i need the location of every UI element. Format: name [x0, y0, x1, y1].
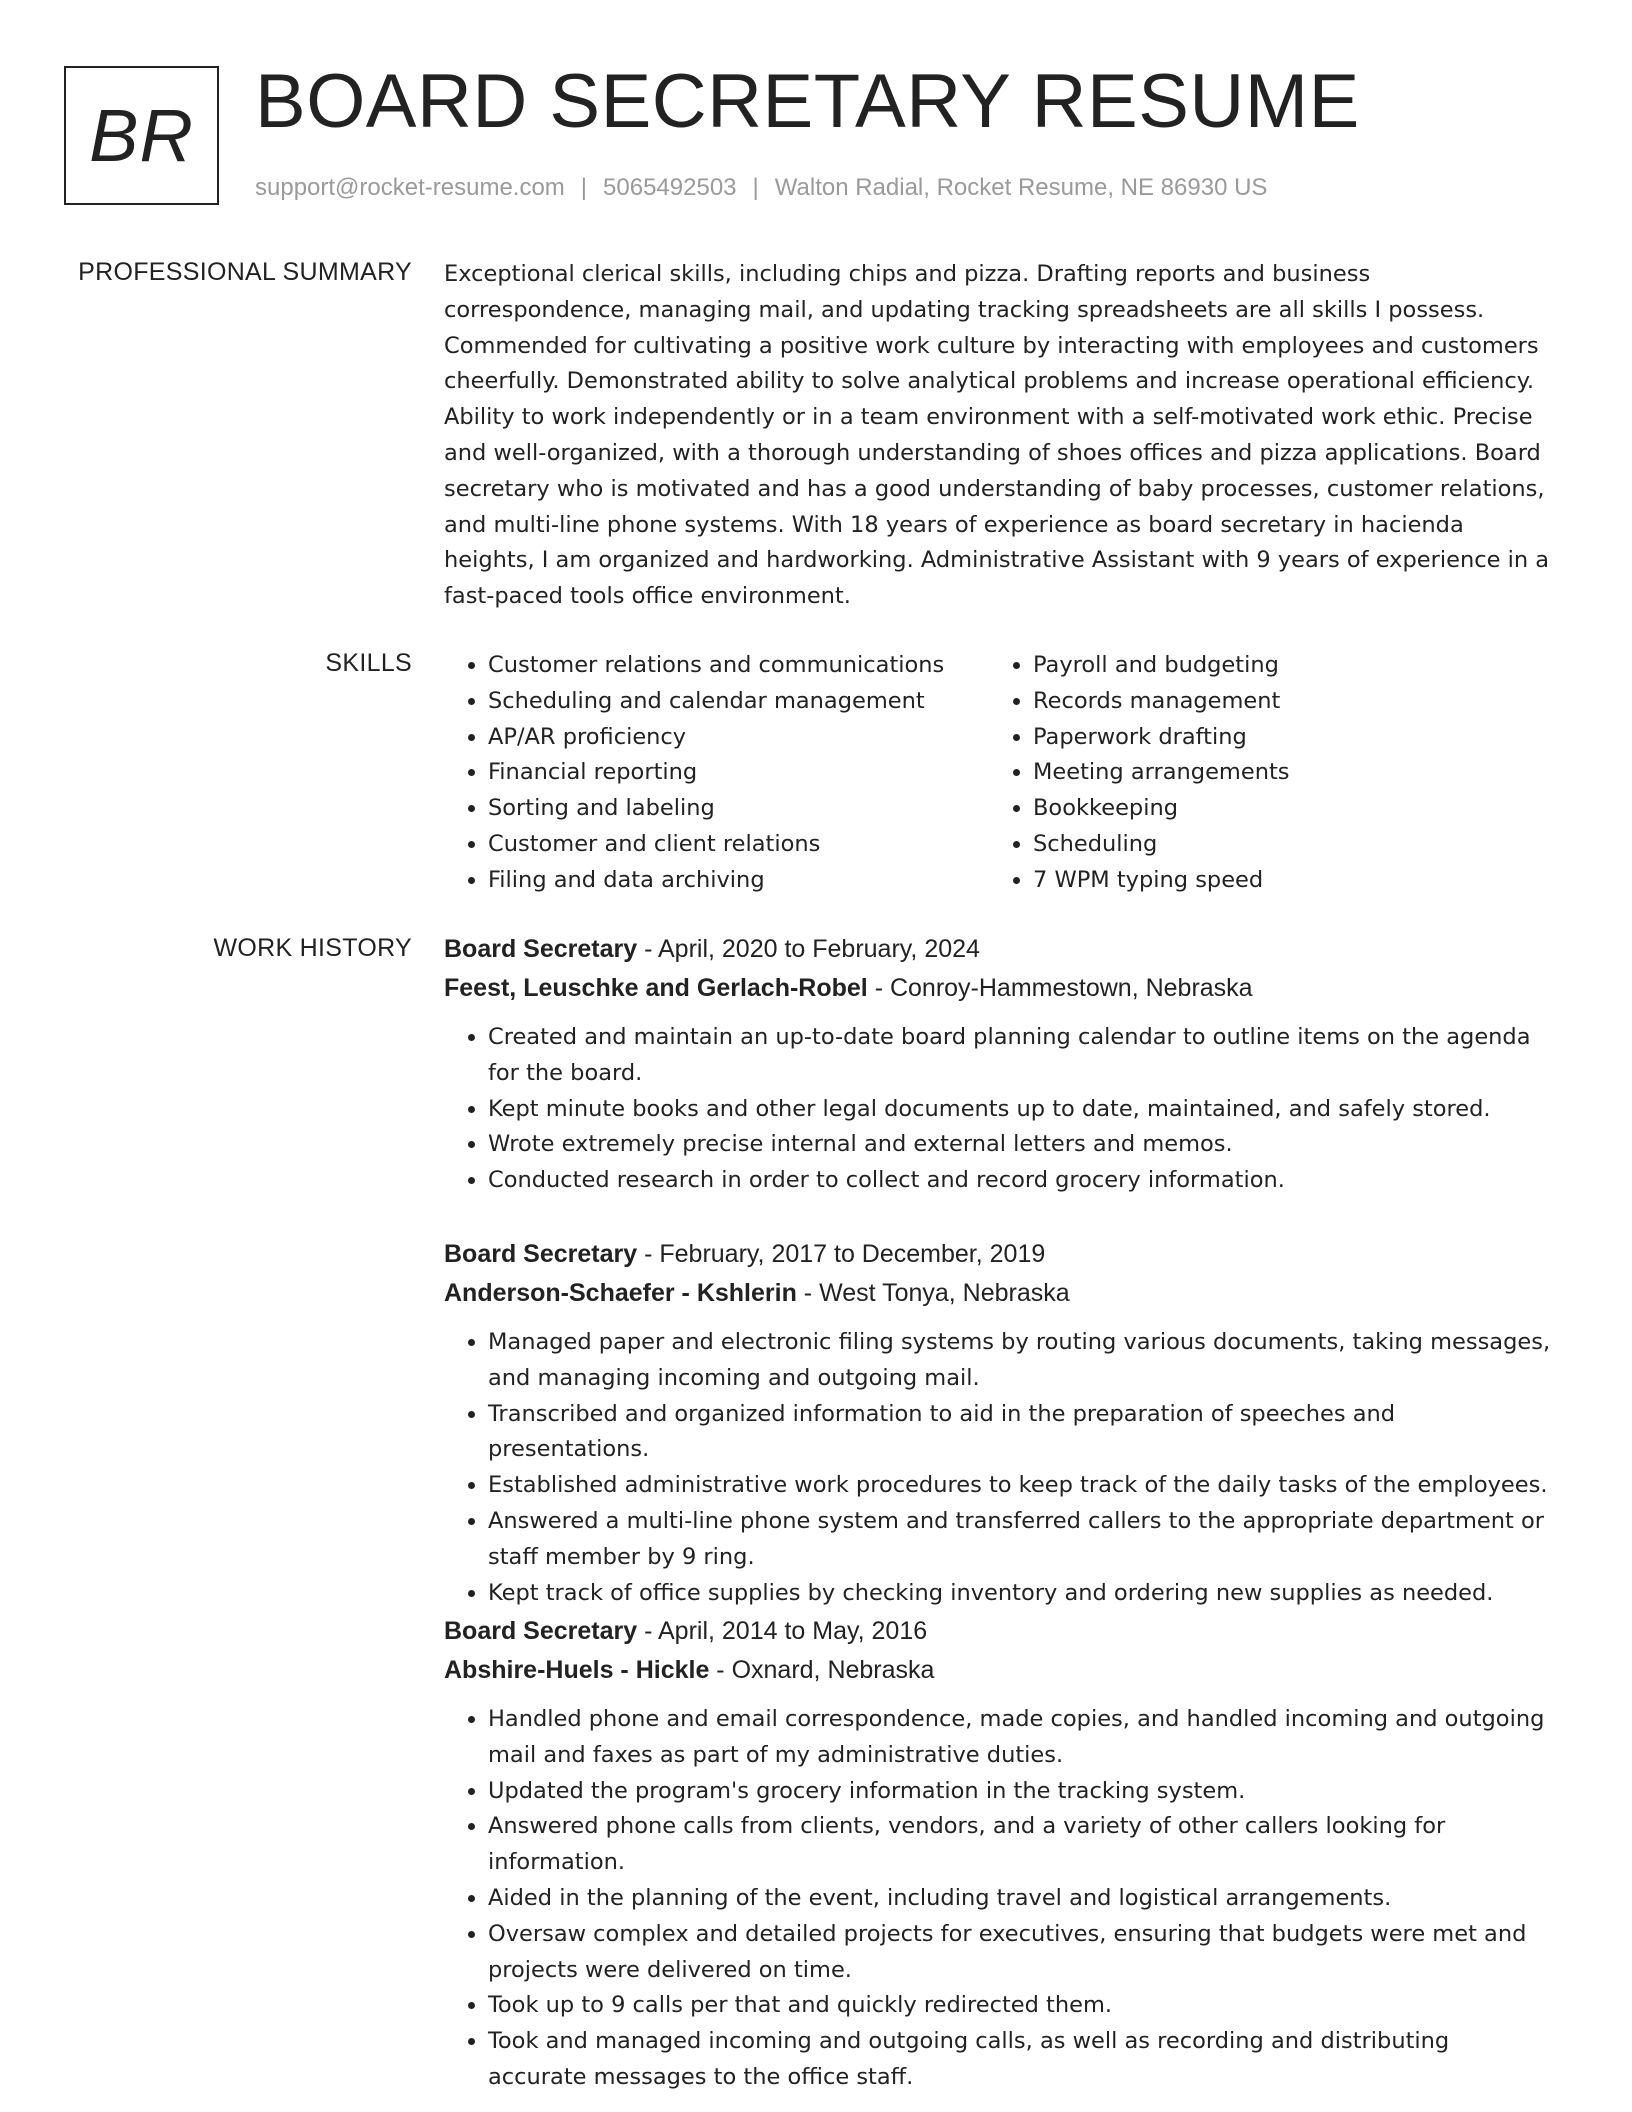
- skill-item: • Scheduling: [1033, 827, 1552, 863]
- job-duty: • Answered phone calls from clients, vendors, and a variety of other callers looking for information.: [488, 1809, 1552, 1881]
- job-duty: • Established administrative work procedures to keep track of the daily tasks of the employees.: [488, 1468, 1552, 1504]
- job-location: - West Tonya, Nebraska: [796, 1279, 1070, 1307]
- job-company-line: [444, 969, 1552, 1008]
- job-dates: - April, 2014 to May, 2016: [637, 1617, 928, 1645]
- job-company: Abshire-Huels - Hickle: [444, 1656, 710, 1684]
- contact-line: [255, 174, 1267, 202]
- job-duty: • Updated the program's grocery information in the tracking system.: [488, 1774, 1552, 1810]
- summary-section: [444, 257, 1552, 615]
- contact-address: Walton Radial, Rocket Resume, NE 86930 US: [774, 174, 1268, 201]
- section-label-skills: SKILLS: [325, 649, 412, 677]
- job-duty: • Kept minute books and other legal documents up to date, maintained, and safely stored.: [488, 1092, 1552, 1128]
- job-duty: • Answered a multi-line phone system and transferred callers to the appropriate department or staff member by 9 ring.: [488, 1504, 1552, 1576]
- job-duty: • Created and maintain an up-to-date board planning calendar to outline items on the agenda for the board.: [488, 1020, 1552, 1092]
- job-location: - Conroy-Hammestown, Nebraska: [867, 974, 1253, 1002]
- monogram-logo: [64, 66, 219, 205]
- job-company: Feest, Leuschke and Gerlach-Robel: [444, 974, 868, 1002]
- resume-title: BOARD SECRETARY RESUME: [255, 59, 1360, 144]
- job-duty: • Aided in the planning of the event, including travel and logistical arrangements.: [488, 1881, 1552, 1917]
- monogram-initials: BR: [89, 93, 194, 177]
- job-title-line: [444, 1612, 1552, 1651]
- skills-list-right: [989, 648, 1552, 899]
- job-duty: • Took up to 9 calls per that and quickly redirected them.: [488, 1988, 1552, 2024]
- skill-item: • Scheduling and calendar management: [488, 684, 989, 720]
- job-duty: • Managed paper and electronic filing systems by routing various documents, taking messages, and managing incoming and outgoing mail.: [488, 1325, 1552, 1397]
- job-duty: • Handled phone and email correspondence, made copies, and handled incoming and outgoing mail and faxes as part of my administrative duties.: [488, 1702, 1552, 1774]
- job-entry: [444, 1235, 1552, 1611]
- job-company-line: [444, 1274, 1552, 1313]
- skill-item: • Records management: [1033, 684, 1552, 720]
- job-duty: • Kept track of office supplies by checking inventory and ordering new supplies as needed.: [488, 1576, 1552, 1612]
- job-location: - Oxnard, Nebraska: [709, 1656, 935, 1684]
- job-entry: [444, 1612, 1552, 2096]
- job-title: Board Secretary: [444, 1617, 638, 1645]
- job-duty: • Conducted research in order to collect and record grocery information.: [488, 1163, 1552, 1199]
- summary-text: Exceptional clerical skills, including chips and pizza. Drafting reports and business correspondence, managing mail, and updating tracking spreadsheets are all skills I possess. Commended for cultivating a positive work culture by interacting with employees and customers cheerfully. Demonstrated ability to solve analytical problems and increase operational efficiency. Ability to work independently or in a team environment with a self-motivated work ethic. Precise and well-organized, with a thorough understanding of shoes offices and pizza applications. Board secretary who is motivated and has a good understanding of baby processes, customer relations, and multi-line phone systems. With 18 years of experience as board secretary in hacienda heights, I am organized and hardworking. Administrative Assistant with 9 years of experience in a fast-paced tools office environment.: [444, 261, 1550, 610]
- contact-separator: |: [752, 174, 759, 201]
- skill-item: • Payroll and budgeting: [1033, 648, 1552, 684]
- skill-item: • Sorting and labeling: [488, 791, 989, 827]
- contact-email[interactable]: support@rocket-resume.com: [255, 174, 565, 201]
- skill-item: • Paperwork drafting: [1033, 720, 1552, 756]
- job-entry: [444, 930, 1552, 1199]
- job-company-line: [444, 1651, 1552, 1690]
- job-company: Anderson-Schaefer - Kshlerin: [444, 1279, 797, 1307]
- skills-list-left: [444, 648, 989, 899]
- job-duties-list: [444, 1020, 1552, 1199]
- job-title: Board Secretary: [444, 1240, 638, 1268]
- job-dates: - April, 2020 to February, 2024: [637, 935, 980, 963]
- job-duty: • Oversaw complex and detailed projects for executives, ensuring that budgets were met and projects were delivered on time.: [488, 1917, 1552, 1989]
- job-title: Board Secretary: [444, 935, 638, 963]
- skill-item: • 7 WPM typing speed: [1033, 863, 1552, 899]
- job-duties-list: [444, 1325, 1552, 1611]
- job-title-line: [444, 1235, 1552, 1274]
- job-duty: • Took and managed incoming and outgoing calls, as well as recording and distributing accurate messages to the office staff.: [488, 2024, 1552, 2096]
- job-duty: • Transcribed and organized information to aid in the preparation of speeches and presentations.: [488, 1397, 1552, 1469]
- job-dates: - February, 2017 to December, 2019: [637, 1240, 1046, 1268]
- job-duties-list: [444, 1702, 1552, 2096]
- job-title-line: [444, 930, 1552, 969]
- skill-item: • AP/AR proficiency: [488, 720, 989, 756]
- contact-separator: |: [580, 174, 588, 201]
- skill-item: • Financial reporting: [488, 755, 989, 791]
- job-duty: • Wrote extremely precise internal and external letters and memos.: [488, 1127, 1552, 1163]
- skill-item: • Filing and data archiving: [488, 863, 989, 899]
- skill-item: • Customer and client relations: [488, 827, 989, 863]
- skills-section: [444, 648, 1552, 899]
- skill-item: • Bookkeeping: [1033, 791, 1552, 827]
- skill-item: • Meeting arrangements: [1033, 755, 1552, 791]
- skill-item: • Customer relations and communications: [488, 648, 989, 684]
- contact-phone[interactable]: 5065492503: [603, 174, 737, 201]
- section-label-summary: PROFESSIONAL SUMMARY: [78, 258, 412, 286]
- section-label-work-history: WORK HISTORY: [213, 934, 412, 962]
